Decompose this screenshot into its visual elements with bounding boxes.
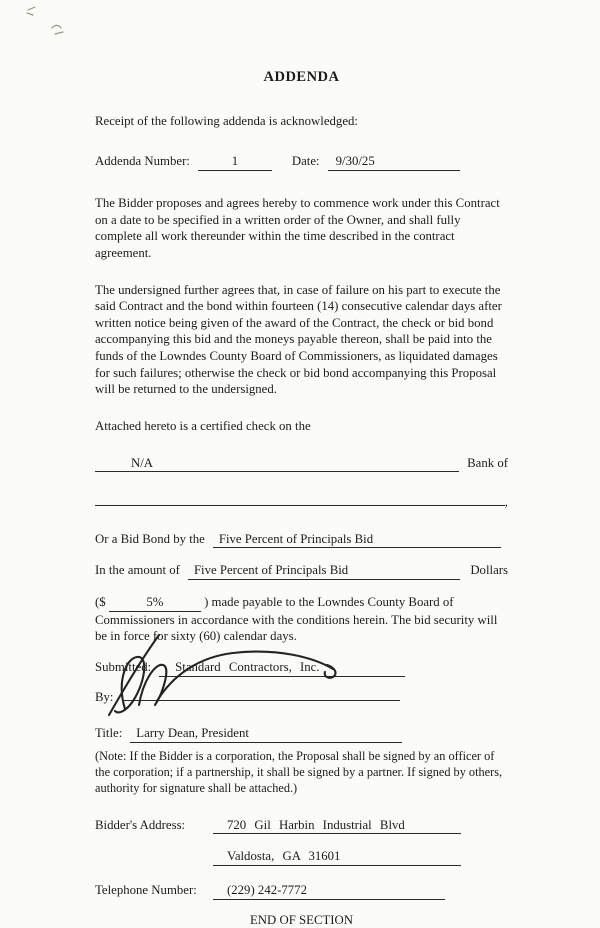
signature-block — [95, 659, 508, 705]
telephone-label: Telephone Number: — [95, 883, 197, 898]
paragraph-commence: The Bidder proposes and agrees hereby to commence work under this Contract on a date to be specified in a written order of the Owner, and shall fully complete all work thereunder within the time described in the contract agreement. — [95, 196, 500, 260]
paren-open: ($ — [95, 595, 106, 610]
bank-name-blank-line — [95, 492, 505, 506]
addenda-number-value: 1 — [198, 153, 272, 171]
page-title: ADDENDA — [263, 69, 340, 85]
payable-text: ) made payable to the Lowndes County Board of Commissioners in accordance with the conditions herein. The bid security will be in force for sixty (60) calendar days. — [95, 595, 498, 644]
by-label: By: — [95, 689, 114, 704]
receipt-intro-line: Receipt of the following addenda is acknowledged: — [95, 113, 358, 128]
payable-paragraph — [95, 594, 508, 645]
amount-value: Five Percent of Principals Bid — [188, 562, 460, 580]
bid-bond-label: Or a Bid Bond by the — [95, 531, 205, 546]
amount-label: In the amount of — [95, 563, 180, 578]
addenda-number-row — [95, 153, 508, 171]
bank-name-value: N/A — [95, 455, 459, 473]
bank-name-row — [95, 455, 508, 473]
bank-name-continuation-row — [95, 492, 508, 511]
submitted-label: Submitted: — [95, 659, 152, 674]
attached-check-line: Attached hereto is a certified check on the — [95, 418, 311, 433]
submitted-value: Standard Contractors, Inc. — [159, 659, 405, 677]
address-line-1: 720 Gil Harbin Industrial Blvd — [213, 817, 461, 835]
paragraph-failure: The undersigned further agrees that, in case of failure on his part to execute the said Contract and the bond within fourteen (14) consecutive calendar days after written notice being given of the award of the Contract, the check or bid bond accompanying this bid and the moneys payable thereon, shall be paid into the funds of the Lowndes County Board of Commissioners, as liquidated damages for such failures; otherwise the check or bid bond accompanying this Proposal will be returned to the undersigned. — [95, 282, 502, 397]
amount-row — [95, 562, 508, 580]
phone-row — [95, 882, 508, 900]
line-comma: , — [504, 495, 508, 510]
by-signature-line — [122, 687, 400, 701]
dollars-label: Dollars — [470, 563, 508, 578]
scan-artifact-marks — [22, 4, 72, 38]
address-row-2 — [95, 848, 508, 866]
percent-value: 5% — [109, 594, 201, 612]
bid-bond-row — [95, 531, 508, 549]
title-row — [95, 725, 508, 743]
telephone-value: (229) 242-7772 — [213, 882, 445, 900]
end-of-section: END OF SECTION — [249, 912, 354, 927]
submitted-row — [95, 659, 508, 677]
address-row-1 — [95, 817, 508, 835]
title-value: Larry Dean, President — [130, 725, 402, 743]
bidders-address-label: Bidder's Address: — [95, 817, 186, 832]
corporation-note: (Note: If the Bidder is a corporation, the Proposal shall be signed by an officer of the corporation; if a partnership, it shall be signed by a partner. If signed by others, authority for signature shall be attached.) — [95, 748, 503, 795]
address-line-2: Valdosta, GA 31601 — [213, 848, 461, 866]
bank-of-label: Bank of — [467, 455, 508, 470]
title-label: Title: — [95, 726, 123, 741]
by-row — [95, 687, 508, 706]
addenda-number-label: Addenda Number: — [95, 154, 190, 169]
bid-bond-value: Five Percent of Principals Bid — [213, 531, 501, 549]
date-label: Date: — [291, 154, 320, 169]
date-value: 9/30/25 — [328, 153, 460, 171]
